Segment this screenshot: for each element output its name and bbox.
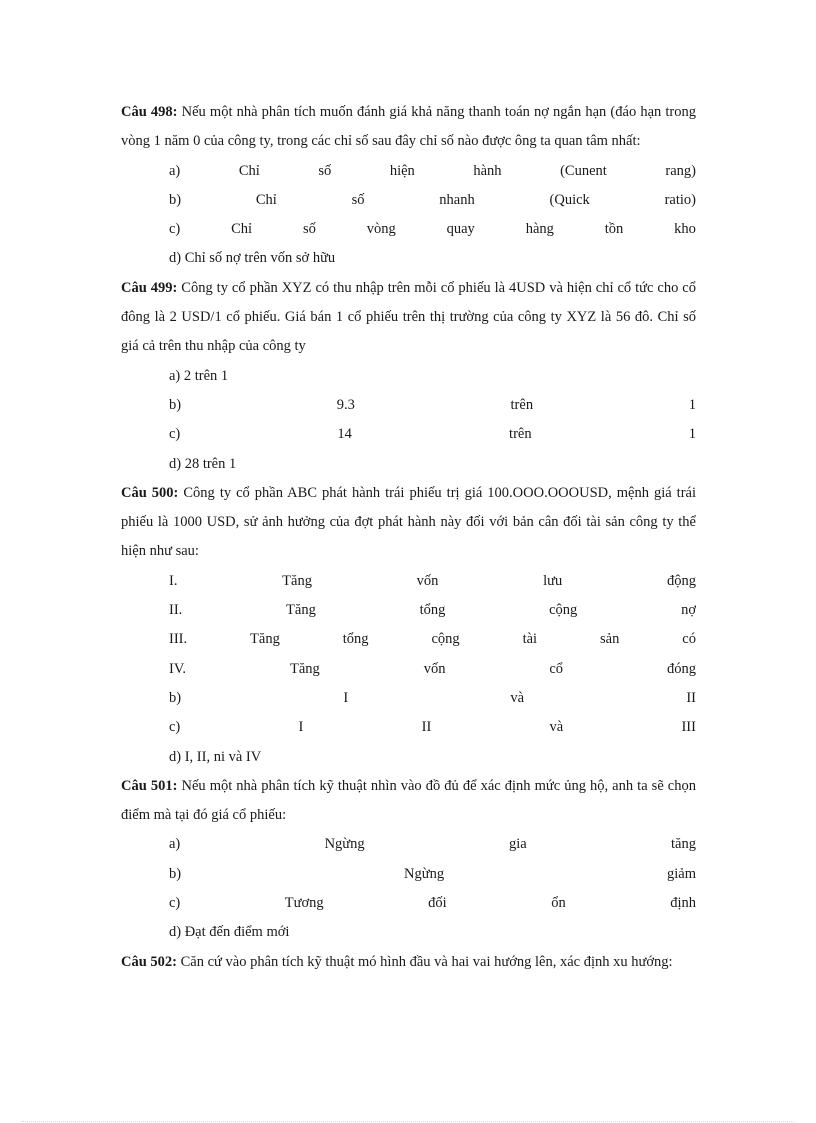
answer-option: c) Tương đối ổn định: [169, 895, 696, 912]
answer-option: c) 14 trên 1: [169, 426, 696, 443]
answer-option: b) I và II: [169, 689, 696, 706]
answer-option: a) 2 trên 1: [169, 367, 229, 384]
answer-option: b) Chỉ số nhanh (Quick ratio): [169, 191, 696, 208]
answer-option: a) Chỉ số hiện hành (Cunent rang): [169, 162, 696, 179]
answer-option: d) Chỉ số nợ trên vốn sở hữu: [169, 250, 336, 267]
answer-option: d) I, II, ni và IV: [169, 748, 262, 765]
question-501: [121, 772, 696, 948]
answer-option: c) Chỉ số vòng quay hàng tồn kho: [169, 221, 696, 238]
answer-option: III. Tăng tổng cộng tài sản có: [169, 631, 696, 648]
question-label: Câu 498:: [121, 104, 178, 120]
answer-option: d) 28 trên 1: [169, 455, 237, 472]
document-page: [121, 98, 696, 977]
question-498: [121, 98, 696, 274]
answer-option: b) Ngừng giảm: [169, 865, 696, 882]
answer-option: II. Tăng tổng cộng nợ: [169, 602, 696, 619]
question-text: Câu 499: Công ty cổ phần XYZ có thu nhập trên mỗi cổ phiếu là 4USD và hiện chỉ cổ tức cho cổ đông là 2 USD/1 cổ phiếu. Giá bán 1 cổ phiếu trên thị trường của công ty XYZ là 56 đô. Chỉ số giá cả trên thu nhập của công ty: [121, 279, 696, 355]
question-500: [121, 479, 696, 772]
answer-option: c) I II và III: [169, 719, 696, 736]
answer-option: a) Ngừng gia tăng: [169, 836, 696, 853]
question-text: Câu 502: Căn cứ vào phân tích kỹ thuật mó hình đầu và hai vai hướng lên, xác định xu hướng:: [121, 953, 673, 970]
question-label: Câu 501:: [121, 777, 178, 794]
question-499: [121, 274, 696, 479]
answer-option: IV. Tăng vốn cổ đóng: [169, 660, 696, 677]
question-text: Câu 498: Nếu một nhà phân tích muốn đánh giá khả năng thanh toán nợ ngắn hạn (đáo hạn trong vòng 1 năm 0 của công ty, trong các chỉ số sau đây chỉ số nào được ông ta quan tâm nhất:: [121, 104, 697, 150]
answer-option: b) 9.3 trên 1: [169, 396, 696, 413]
page-bottom-rule: [22, 1121, 794, 1122]
answer-option: d) Đạt đến điểm mới: [169, 924, 290, 941]
question-502: [121, 948, 696, 977]
question-label: Câu 499:: [121, 279, 178, 296]
question-label: Câu 502:: [121, 953, 177, 970]
question-label: Câu 500:: [121, 484, 179, 501]
question-text: Câu 501: Nếu một nhà phân tích kỹ thuật nhìn vào đồ đủ để xác định mức ủng hộ, anh ta sẽ chọn điểm mà tại đó giá cổ phiếu:: [121, 777, 696, 824]
question-text: Câu 500: Công ty cổ phần ABC phát hành trái phiếu trị giá 100.OOO.OOOUSD, mệnh giá trái phiếu là 1000 USD, sử ảnh hưởng của đợt phát hành này đối với bản cân đối tài sản công ty thể hiện như sau:: [121, 484, 697, 560]
answer-option: I. Tăng vốn lưu động: [169, 572, 696, 589]
